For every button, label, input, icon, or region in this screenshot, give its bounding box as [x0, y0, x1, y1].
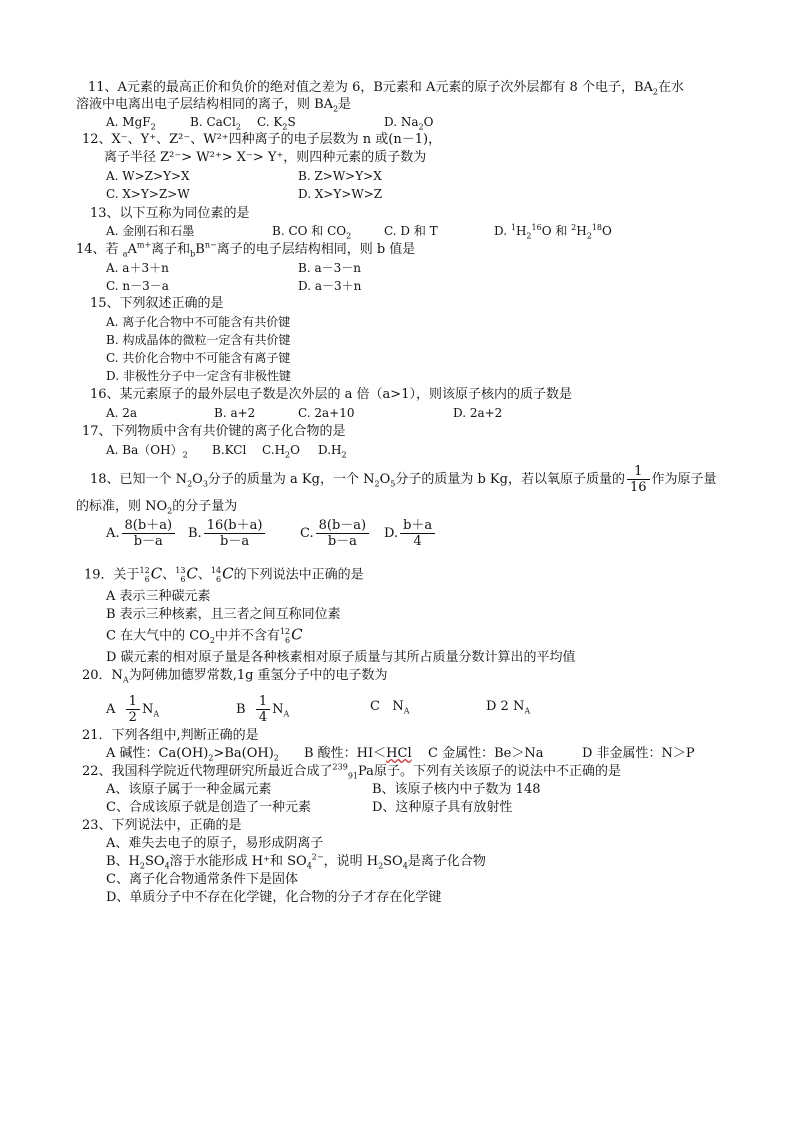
q21-option-a: A 碱性：$Ca(OH)_2>Ba(OH)_2$: [106, 746, 279, 763]
q22-option-c: C、合成该原子就是创造了一种元素: [106, 800, 311, 815]
q17-stem: 17、下列物质中含有共价键的离子化合物的是: [82, 424, 346, 439]
q13-option-a: A. 金刚石和石墨: [106, 224, 195, 238]
q22-stem: 22、我国科学院近代物理研究所最近合成了$^{239}_{91}$Pa原子。下列有关该原子的说法中不正确的是: [82, 762, 621, 781]
q15-option-d: D. 非极性分子中一定含有非极性键: [106, 369, 291, 383]
q23-option-d: D、单质分子中不存在化学键，化合物的分子才存在化学键: [106, 890, 442, 905]
q16-option-b: B. a+2: [214, 406, 256, 420]
q22-option-a: A、该原子属于一种金属元素: [106, 782, 272, 797]
q23-stem: 23、下列说法中，正确的是: [82, 818, 242, 833]
q13-option-b: B. CO 和 $CO_2$: [272, 224, 352, 241]
q18-fraction: $\frac{1}{16}$: [627, 464, 650, 495]
q17-option-d: $D.H_2$: [318, 443, 347, 460]
q17-option-c: $C.H_2O$: [262, 443, 300, 460]
q18-stem-line1: 18、已知一个 $N_2O_3$分子的质量为 a Kg，一个 $N_2O_5$分子的质量为 b Kg，若以氧原子质量的 $\frac{1}{16}$ 作为原子量: [90, 464, 717, 495]
q19-option-d: D 碳元素的相对原子量是各种核素相对原子质量与其所占质量分数计算出的平均值: [106, 650, 576, 665]
q20-option-a: A $\frac{1}{2}$ $N_A$: [106, 694, 160, 725]
q11-stem-line1: 11、A元素的最高正价和负价的绝对值之差为 6，B元素和 A元素的原子次外层都有 8 个电子，$BA_2$在水: [88, 80, 684, 97]
q11-option-a: A. MgF$_2$: [106, 115, 156, 132]
q19-option-a: A 表示三种碳元素: [106, 589, 211, 604]
q13-stem: 13、以下互称为同位素的是: [90, 206, 250, 221]
q12-stem-line2: 离子半径 Z²⁻> W²⁺> X⁻> Y⁺，则四种元素的质子数为: [104, 150, 427, 165]
q14-option-c: C. n－3－a: [106, 279, 169, 293]
q16-option-a: A. 2a: [106, 406, 138, 420]
q17-option-b: B.KCl: [212, 443, 247, 457]
q21-option-c: C 金属性：Be＞Na: [428, 746, 544, 761]
q12-option-d: D. X>Y>W>Z: [298, 187, 383, 201]
q23-option-b: B、$H_2SO_4$溶于水能形成 H⁺和 $SO_4^{2-}$，说明 $H_2SO_4$是离子化合物: [106, 852, 486, 871]
q21-option-d: D 非金属性：N＞P: [582, 746, 695, 761]
q21-option-b: B 酸性：HI＜HCl: [304, 746, 412, 761]
q11-option-b: B. CaCl$_2$: [190, 115, 241, 132]
q14-option-a: A. a＋3＋n: [106, 261, 169, 275]
q13-option-c: C. D 和 T: [384, 224, 438, 238]
q23-option-c: C、离子化合物通常条件下是固体: [106, 872, 298, 887]
q15-option-b: B. 构成晶体的微粒一定含有共价键: [106, 333, 291, 347]
q15-option-c: C. 共价化合物中不可能含有离子键: [106, 351, 291, 365]
q20-option-d: D 2 $N_A$: [486, 699, 531, 716]
q14-option-d: D. a－3＋n: [298, 279, 362, 293]
q20-option-c: C $N_A$: [370, 699, 410, 716]
q18-option-a: A. $\frac{8(b+a)}{b-a}$: [106, 518, 177, 549]
q16-option-c: C. 2a+10: [298, 406, 355, 420]
q12-option-a: A. W>Z>Y>X: [106, 169, 190, 183]
q14-stem: 14、若 $_aA^{m+}$离子和$_bB^{n-}$离子的电子层结构相同，则 b 值是: [76, 240, 416, 259]
q19-option-c: C 在大气中的 $CO_2$中并不含有12 6C: [106, 625, 303, 646]
q22-option-d: D、这种原子具有放射性: [372, 800, 513, 815]
q17-option-a: A. $Ba(OH)_2$: [106, 443, 188, 460]
q13-option-d: D. $^1H_2^{16}O$ 和 $^2H_2^{18}O$: [494, 223, 612, 241]
q18-option-b: B. $\frac{16(b+a)}{b-a}$: [188, 518, 267, 549]
q16-stem: 16、某元素原子的最外层电子数是次外层的 a 倍（a>1），则该原子核内的质子数是: [90, 387, 572, 402]
q22-option-b: B、该原子核内中子数为 148: [372, 782, 541, 797]
q19-option-b: B 表示三种核素，且三者之间互称同位素: [106, 607, 341, 622]
q19-stem: 19．关于12 6C、13 6C、14 6C的下列说法中正确的是: [84, 564, 364, 584]
q11-option-c: C. $K_2S$: [257, 115, 296, 132]
q16-option-d: D. 2a+2: [453, 406, 503, 420]
q23-option-a: A、难失去电子的原子，易形成阴离子: [106, 836, 324, 851]
q18-option-d: D. $\frac{b+a}{4}$: [384, 518, 437, 549]
q12-option-c: C. X>Y>Z>W: [106, 187, 190, 201]
q11-option-d: D. $Na_2O$: [384, 115, 434, 132]
q20-option-b: B $\frac{1}{4}$ $N_A$: [236, 694, 290, 725]
q11-stem-line2: 溶液中电离出电子层结构相同的离子，则 $BA_2$是: [76, 97, 352, 114]
q18-option-c: C. $\frac{8(b-a)}{b-a}$: [300, 518, 371, 549]
q20-stem: 20．$N_A$为阿佛加德罗常数,1g 重氢分子中的电子数为: [82, 668, 388, 685]
q18-stem-line2: 的标准，则 $NO_2$的分子量为: [76, 499, 238, 516]
q21-stem: 21．下列各组中,判断正确的是: [82, 728, 259, 743]
q12-stem-line1: 12、X⁻、Y⁺、Z²⁻、W²⁺四种离子的电子层数为 n 或(n－1)，: [82, 132, 442, 147]
q15-stem: 15、下列叙述正确的是: [90, 296, 224, 311]
q14-option-b: B. a－3－n: [298, 261, 361, 275]
q12-option-b: B. Z>W>Y>X: [298, 169, 382, 183]
q15-option-a: A. 离子化合物中不可能含有共价键: [106, 315, 291, 329]
